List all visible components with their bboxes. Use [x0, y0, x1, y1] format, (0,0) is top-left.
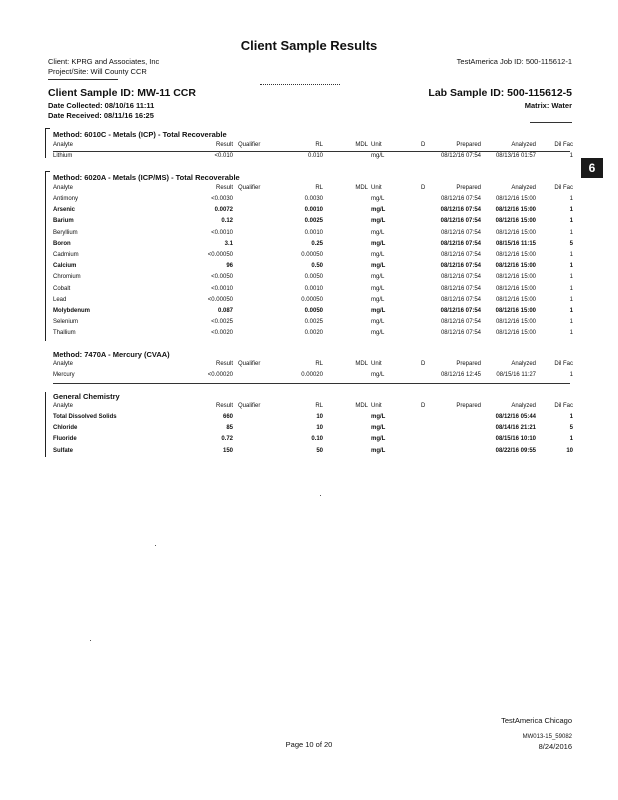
analyte-cell: Thallium [53, 330, 76, 337]
col-mdl: MDL [355, 403, 368, 409]
col-prepared: Prepared [456, 185, 481, 191]
unit-cell: mg/L [371, 196, 385, 202]
unit-cell: mg/L [371, 447, 386, 454]
col-rl: RL [315, 142, 323, 148]
result-cell: 85 [226, 425, 233, 432]
section-underline [53, 383, 570, 384]
unit-cell: mg/L [371, 252, 385, 258]
dil-fac-cell: 1 [569, 218, 573, 225]
col-analyzed: Analyzed [511, 361, 536, 367]
col-rl: RL [315, 403, 323, 409]
table-row [48, 436, 575, 446]
col-qualifier: Qualifier [238, 142, 261, 148]
unit-cell: mg/L [371, 274, 385, 281]
col-result: Result [215, 185, 233, 191]
analyzed-cell: 08/12/16 15:00 [495, 296, 536, 303]
page-title: Client Sample Results [240, 38, 378, 53]
dil-fac-cell: 10 [566, 447, 573, 454]
rl-cell: 0.0010 [304, 285, 323, 292]
analyte-cell: Molybdenum [53, 308, 90, 314]
client-sample-id: Client Sample ID: MW-11 CCR [48, 87, 196, 99]
analyte-cell: Boron [53, 240, 71, 247]
analyzed-cell: 08/12/16 15:00 [495, 308, 536, 314]
col-unit: Unit [371, 185, 382, 191]
rl-cell: 0.25 [311, 240, 323, 247]
rl-cell: 0.0010 [304, 207, 323, 214]
column-header [48, 185, 575, 195]
rl-cell: 0.010 [307, 153, 323, 159]
col-prepared: Prepared [456, 361, 481, 367]
col-dil-fac: Dil Fac [554, 185, 573, 191]
lab-sample-id: Lab Sample ID: 500-115612-5 [428, 87, 572, 99]
analyte-cell: Barium [53, 218, 74, 225]
col-mdl: MDL [355, 142, 368, 148]
unit-cell: mg/L [371, 414, 386, 420]
result-cell: 0.12 [221, 218, 233, 225]
rl-cell: 0.00020 [301, 372, 323, 378]
result-cell: 0.72 [221, 436, 233, 443]
analyte-cell: Sulfate [53, 447, 74, 454]
unit-cell: mg/L [371, 436, 386, 443]
rl-cell: 0.0020 [304, 330, 323, 337]
prepared-cell: 08/12/16 07:54 [440, 196, 481, 202]
scan-speck [320, 495, 321, 496]
analyzed-cell: 08/13/16 01:57 [495, 153, 536, 159]
unit-cell: mg/L [371, 218, 386, 225]
header-dotted-mark [260, 84, 340, 85]
result-cell: <0.010 [214, 153, 233, 159]
rl-cell: 0.0010 [304, 229, 323, 236]
analyzed-cell: 08/14/16 21:21 [495, 425, 536, 432]
analyte-cell: Cobalt [53, 285, 71, 292]
table-row [48, 319, 575, 329]
prepared-cell: 08/12/16 07:54 [440, 308, 481, 314]
result-cell: <0.00020 [207, 372, 233, 378]
unit-cell: mg/L [371, 240, 386, 247]
rl-cell: 10 [316, 425, 323, 432]
analyzed-cell: 08/12/16 15:00 [495, 319, 536, 326]
unit-cell: mg/L [371, 296, 385, 303]
rl-cell: 0.50 [311, 263, 323, 270]
result-cell: 150 [222, 447, 233, 454]
prepared-cell: 08/12/16 07:54 [440, 319, 481, 326]
lab-name: TestAmerica Chicago [501, 716, 572, 725]
col-d: D [421, 403, 426, 409]
rl-cell: 0.0025 [304, 319, 323, 326]
dil-fac-cell: 1 [569, 229, 573, 236]
dil-fac-cell: 1 [569, 252, 573, 258]
col-unit: Unit [371, 142, 382, 148]
result-cell: <0.0030 [211, 196, 233, 202]
table-row [48, 274, 575, 284]
page-number: Page 10 of 20 [285, 740, 333, 749]
col-analyte: Analyte [53, 361, 74, 367]
rl-cell: 10 [316, 414, 323, 420]
analyzed-cell: 08/22/16 09:55 [495, 447, 536, 454]
analyte-cell: Calcium [53, 263, 77, 270]
col-result: Result [215, 361, 233, 367]
prepared-cell: 08/12/16 07:54 [440, 218, 481, 225]
analyzed-cell: 08/12/16 15:00 [495, 330, 536, 337]
result-cell: 0.0072 [214, 207, 233, 214]
analyte-cell: Chloride [53, 425, 78, 432]
unit-cell: mg/L [371, 308, 386, 314]
analyte-cell: Lithium [53, 153, 73, 159]
table-row [48, 330, 575, 340]
dil-fac-cell: 1 [569, 196, 573, 202]
dil-fac-cell: 1 [569, 153, 573, 159]
analyte-cell: Arsenic [53, 207, 76, 214]
col-analyte: Analyte [53, 185, 74, 191]
analyte-cell: Chromium [53, 274, 81, 281]
prepared-cell: 08/12/16 07:54 [440, 296, 481, 303]
result-cell: <0.0050 [211, 274, 233, 281]
bracket-left [45, 128, 46, 158]
table-row [48, 425, 575, 435]
method-title: Method: 7470A - Mercury (CVAA) [53, 350, 170, 359]
project-site: Project/Site: Will County CCR [48, 67, 147, 76]
result-cell: <0.0010 [211, 285, 233, 292]
analyte-cell: Beryllium [53, 229, 78, 236]
scan-speck [90, 640, 91, 641]
dil-fac-cell: 1 [569, 274, 573, 281]
prepared-cell: 08/12/16 07:54 [440, 330, 481, 337]
prepared-cell: 08/12/16 07:54 [440, 285, 481, 292]
table-row [48, 241, 575, 251]
result-cell: 3.1 [224, 240, 233, 247]
analyzed-cell: 08/15/16 11:15 [495, 240, 536, 247]
rl-cell: 0.0030 [304, 196, 323, 202]
table-row [48, 153, 575, 163]
unit-cell: mg/L [371, 229, 385, 236]
prepared-cell: 08/12/16 07:54 [440, 240, 481, 247]
rl-cell: 0.10 [311, 436, 323, 443]
analyzed-cell: 08/15/16 10:10 [495, 436, 536, 443]
result-cell: 96 [226, 263, 233, 270]
analyzed-cell: 08/12/16 05:44 [495, 414, 536, 420]
dil-fac-cell: 1 [569, 330, 573, 337]
result-cell: <0.0010 [211, 229, 233, 236]
analyzed-cell: 08/12/16 15:00 [495, 252, 536, 258]
dil-fac-cell: 1 [569, 308, 573, 314]
result-cell: <0.00050 [207, 252, 233, 258]
dil-fac-cell: 1 [569, 285, 573, 292]
dil-fac-cell: 1 [569, 319, 573, 326]
bracket-left [45, 171, 46, 341]
dil-fac-cell: 1 [569, 414, 573, 420]
scan-speck [155, 545, 156, 546]
table-row [48, 448, 575, 458]
col-analyte: Analyte [53, 403, 74, 409]
bracket-left [45, 392, 46, 457]
analyte-cell: Selenium [53, 319, 79, 326]
unit-cell: mg/L [371, 425, 386, 432]
analyzed-cell: 08/12/16 15:00 [495, 207, 536, 214]
table-row [48, 297, 575, 307]
analyte-cell: Lead [53, 296, 67, 303]
dil-fac-cell: 1 [569, 372, 573, 378]
col-result: Result [215, 142, 233, 148]
col-d: D [421, 142, 426, 148]
unit-cell: mg/L [371, 372, 385, 378]
method-title: General Chemistry [53, 392, 120, 401]
analyte-cell: Fluoride [53, 436, 77, 443]
table-row [48, 230, 575, 240]
prepared-cell: 08/12/16 07:54 [440, 153, 481, 159]
col-mdl: MDL [355, 361, 368, 367]
dil-fac-cell: 1 [569, 296, 573, 303]
dil-fac-cell: 1 [569, 436, 573, 443]
job-id: TestAmerica Job ID: 500-115612-1 [456, 57, 572, 66]
prepared-cell: 08/12/16 07:54 [440, 207, 481, 214]
report-date: 8/24/2016 [538, 742, 572, 751]
analyzed-cell: 08/15/16 11:27 [496, 372, 536, 378]
result-cell: <0.0020 [211, 330, 233, 337]
dil-fac-cell: 5 [569, 425, 573, 432]
unit-cell: mg/L [371, 330, 385, 337]
table-row [48, 286, 575, 296]
col-analyzed: Analyzed [511, 403, 536, 409]
date-received: Date Received: 08/11/16 16:25 [48, 111, 154, 120]
matrix: Matrix: Water [524, 101, 572, 110]
rl-cell: 50 [316, 447, 323, 454]
table-row [48, 207, 575, 217]
table-row [48, 263, 575, 273]
col-result: Result [215, 403, 233, 409]
method-title: Method: 6020A - Metals (ICP/MS) - Total Recoverable [53, 173, 240, 182]
unit-cell: mg/L [371, 263, 386, 270]
analyte-cell: Total Dissolved Solids [53, 414, 117, 420]
dil-fac-cell: 5 [569, 240, 573, 247]
dil-fac-cell: 1 [569, 263, 573, 270]
table-row [48, 196, 575, 206]
col-mdl: MDL [355, 185, 368, 191]
analyzed-cell: 08/12/16 15:00 [495, 196, 536, 202]
col-qualifier: Qualifier [238, 403, 261, 409]
header-divider [48, 79, 118, 80]
client-name: Client: KPRG and Associates, Inc [48, 57, 160, 66]
rl-cell: 0.0050 [304, 274, 323, 281]
unit-cell: mg/L [371, 319, 385, 326]
col-dil-fac: Dil Fac [554, 142, 573, 148]
column-header [48, 403, 575, 413]
col-qualifier: Qualifier [238, 361, 261, 367]
col-d: D [421, 361, 426, 367]
prepared-cell: 08/12/16 12:45 [440, 372, 481, 378]
column-header [48, 361, 575, 371]
col-d: D [421, 185, 426, 191]
table-row [48, 308, 575, 318]
analyzed-cell: 08/12/16 15:00 [495, 229, 536, 236]
rl-cell: 0.00050 [301, 296, 323, 303]
analyte-cell: Mercury [53, 372, 75, 378]
result-cell: <0.0025 [211, 319, 233, 326]
section-tab-6[interactable]: 6 [581, 158, 603, 178]
table-row [48, 372, 575, 382]
col-analyzed: Analyzed [511, 185, 536, 191]
col-unit: Unit [371, 361, 382, 367]
col-analyzed: Analyzed [511, 142, 536, 148]
document-id: MW013-15_59082 [522, 734, 572, 740]
analyzed-cell: 08/12/16 15:00 [495, 274, 536, 281]
col-prepared: Prepared [456, 142, 481, 148]
col-prepared: Prepared [456, 403, 481, 409]
col-analyte: Analyte [53, 142, 74, 148]
prepared-cell: 08/12/16 07:54 [440, 274, 481, 281]
col-rl: RL [315, 185, 323, 191]
method-title: Method: 6010C - Metals (ICP) - Total Recoverable [53, 130, 227, 139]
col-dil-fac: Dil Fac [554, 361, 573, 367]
col-qualifier: Qualifier [238, 185, 261, 191]
result-cell: <0.00050 [207, 296, 233, 303]
rl-cell: 0.00050 [301, 252, 323, 258]
prepared-cell: 08/12/16 07:54 [440, 263, 481, 270]
unit-cell: mg/L [371, 153, 385, 159]
header-underline [53, 151, 570, 152]
date-collected: Date Collected: 08/10/16 11:11 [48, 101, 155, 110]
col-rl: RL [315, 361, 323, 367]
unit-cell: mg/L [371, 285, 385, 292]
table-row [48, 414, 575, 424]
table-row [48, 218, 575, 228]
analyte-cell: Cadmium [53, 252, 79, 258]
result-cell: 0.087 [217, 308, 233, 314]
rl-cell: 0.0025 [304, 218, 323, 225]
dil-fac-cell: 1 [569, 207, 573, 214]
analyzed-cell: 08/12/16 15:00 [495, 218, 536, 225]
rl-cell: 0.0050 [304, 308, 323, 314]
matrix-underline [530, 122, 572, 123]
prepared-cell: 08/12/16 07:54 [440, 229, 481, 236]
unit-cell: mg/L [371, 207, 386, 214]
col-unit: Unit [371, 403, 382, 409]
prepared-cell: 08/12/16 07:54 [440, 252, 481, 258]
analyzed-cell: 08/12/16 15:00 [495, 263, 536, 270]
col-dil-fac: Dil Fac [554, 403, 573, 409]
analyte-cell: Antimony [53, 196, 79, 202]
result-cell: 660 [222, 414, 233, 420]
table-row [48, 252, 575, 262]
analyzed-cell: 08/12/16 15:00 [495, 285, 536, 292]
